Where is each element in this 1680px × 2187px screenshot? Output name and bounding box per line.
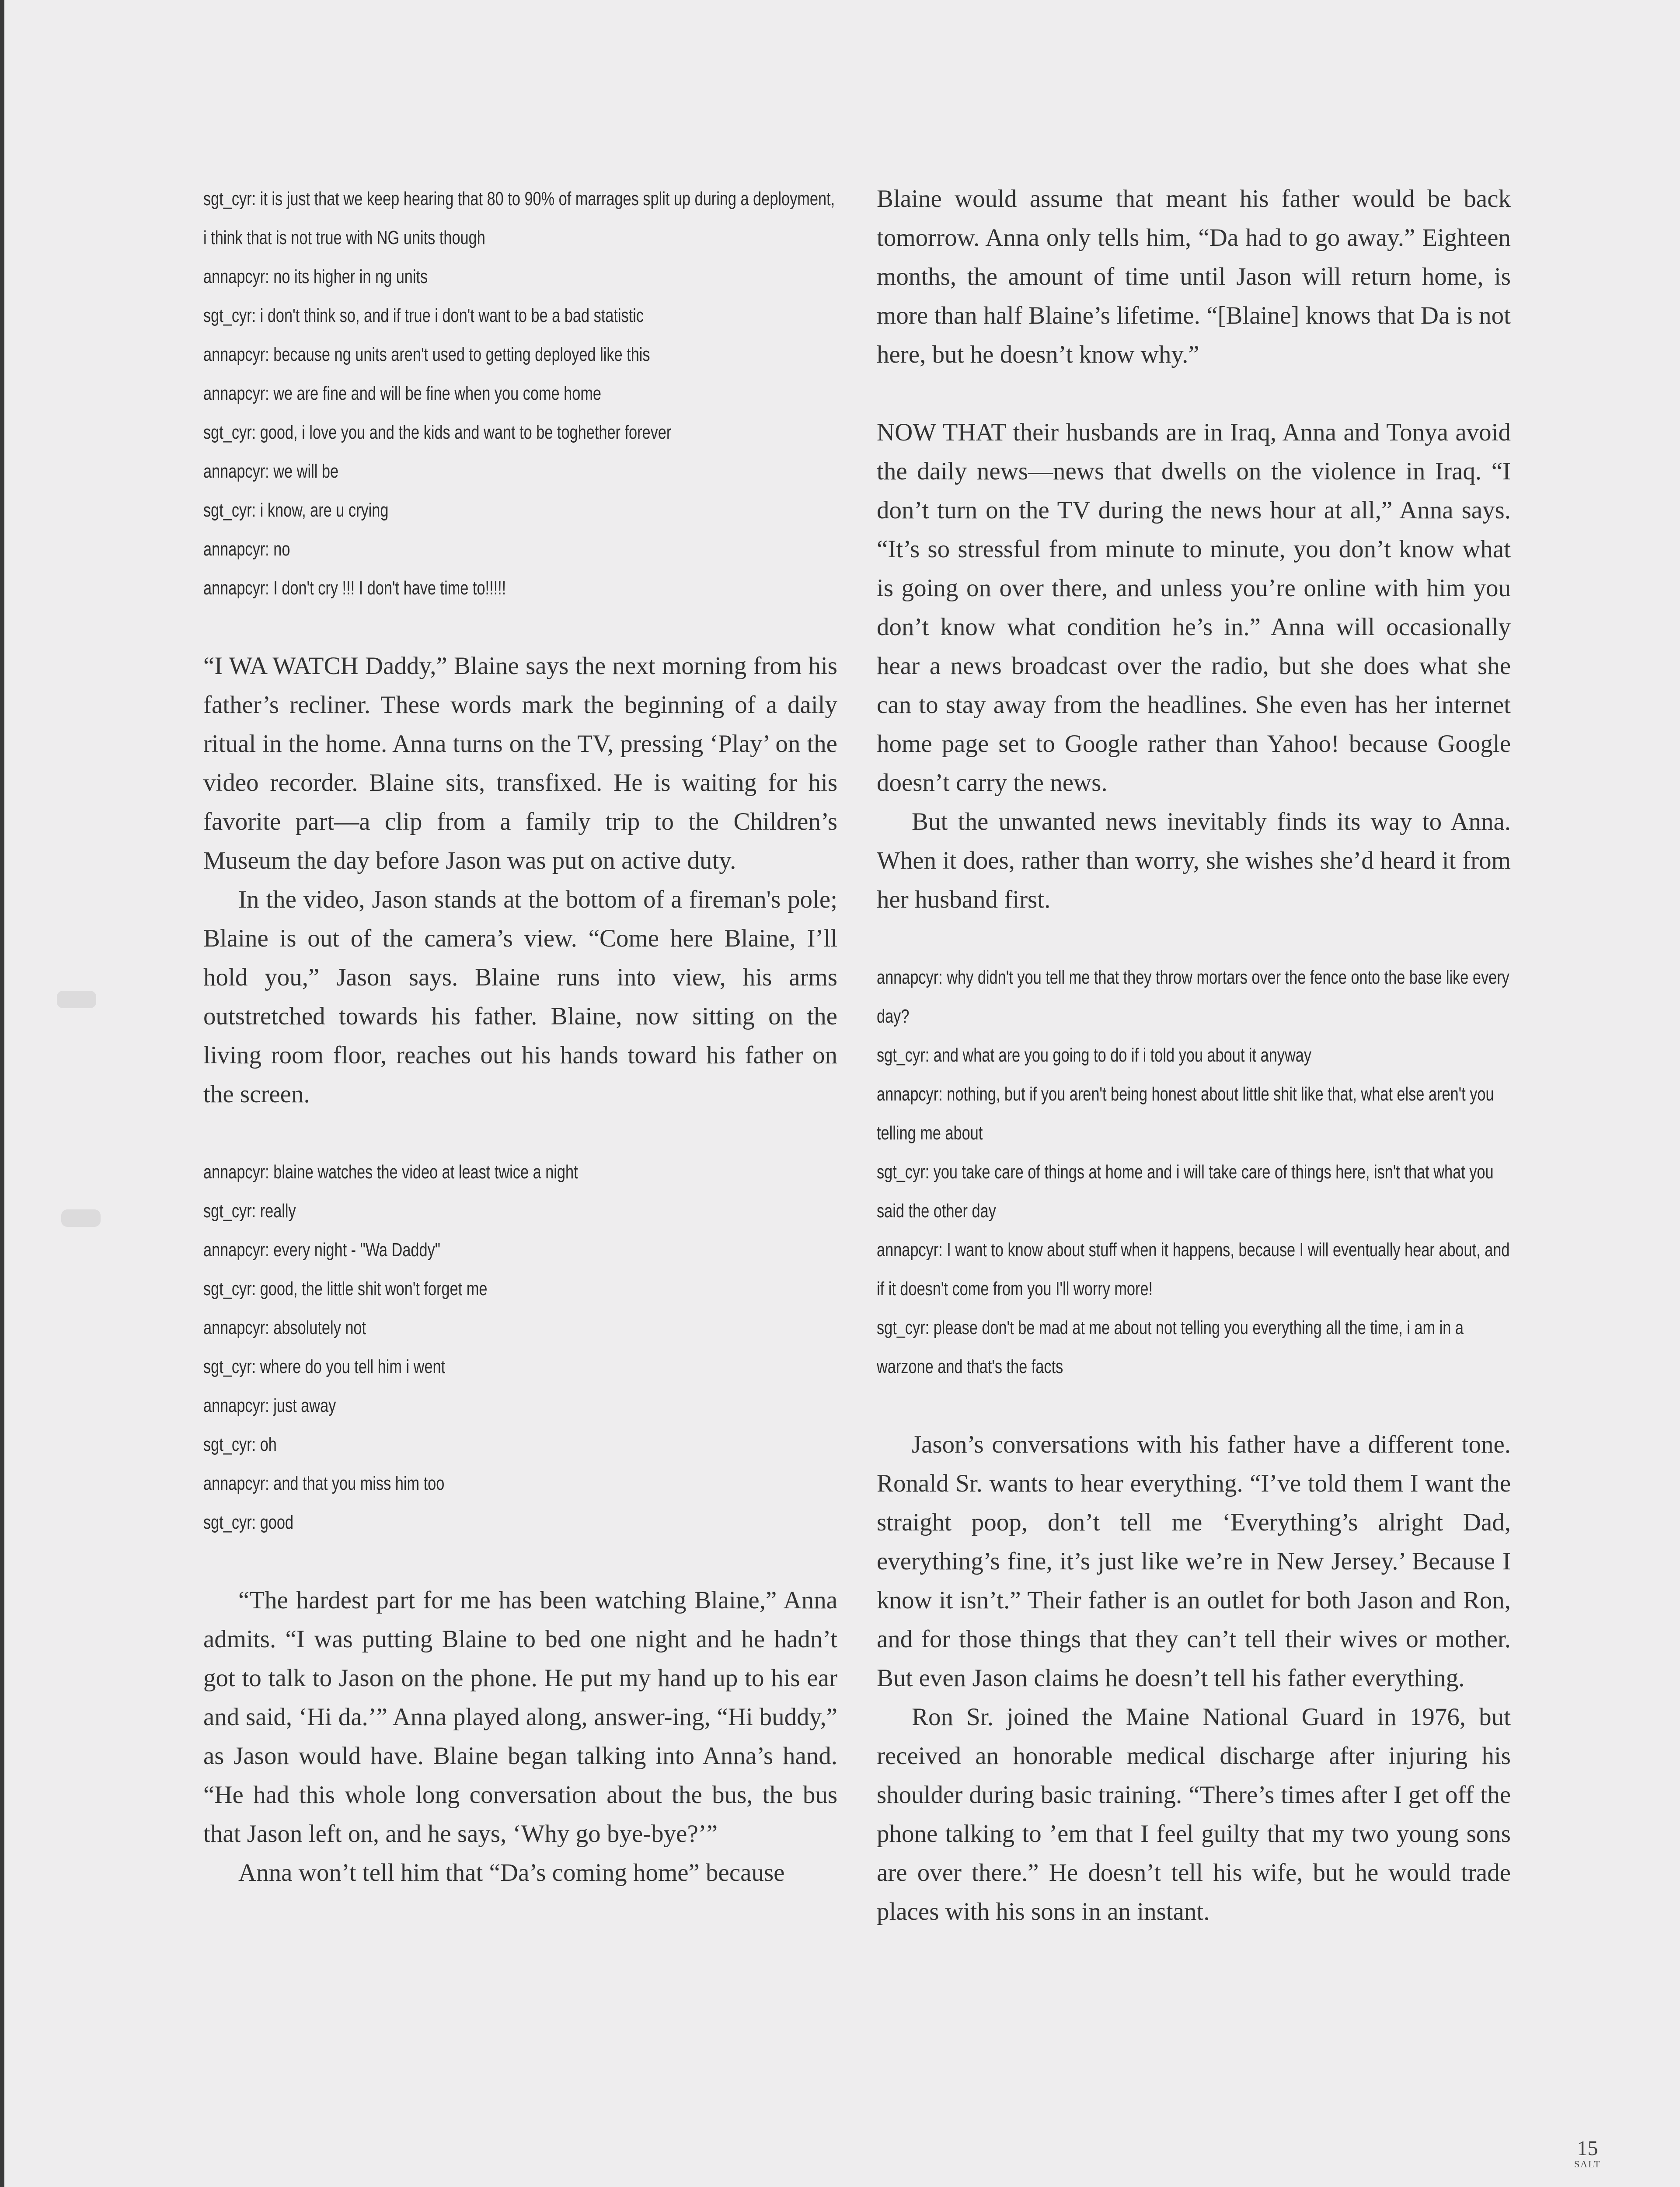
- scan-smudge: [57, 991, 96, 1008]
- chat-line: annapcyr: because ng units aren't used to getting deployed like this: [203, 344, 650, 365]
- chat-line: annapcyr: we will be: [203, 461, 339, 482]
- chat-line: annapcyr: every night - "Wa Daddy": [203, 1239, 440, 1261]
- chat-line: sgt_cyr: good: [203, 1512, 294, 1533]
- chat-line: annapcyr: nothing, but if you aren't being honest about little shit like that, what else aren't you telling me about: [877, 1083, 1494, 1144]
- chat-log-right: [877, 958, 1511, 1386]
- chat-log-top: [203, 179, 837, 608]
- magazine-name: SALT: [1574, 2159, 1601, 2170]
- article-paragraph: “The hardest part for me has been watching Blaine,” Anna admits. “I was putting Blaine to bed one night and he hadn’t got to talk to Jason on the phone. He put my hand up to his ear and said, ‘Hi da.’” Anna played along, answer-ing, “Hi buddy,” as Jason would have. Blaine began talking into Anna’s hand. “He had this whole long conversation about the bus, the bus that Jason left on, and he says, ‘Why go bye-bye?’”: [203, 1586, 837, 1848]
- chat-line: sgt_cyr: oh: [203, 1434, 277, 1455]
- chat-line: sgt_cyr: good, the little shit won't forget me: [203, 1278, 488, 1300]
- chat-line: annapcyr: and that you miss him too: [203, 1473, 445, 1494]
- page-number-block: [1574, 2138, 1601, 2170]
- article-paragraph: In the video, Jason stands at the bottom of a fireman's pole; Blaine is out of the camera’s view. “Come here Blaine, I’ll hold you,” Jason says. Blaine runs into view, his arms outstretched towards his father. Blaine, now sitting on the living room floor, reaches out his hands toward his father on the screen.: [203, 886, 837, 1108]
- left-column: [203, 179, 837, 1892]
- page-number: 15: [1577, 2137, 1598, 2160]
- chat-line: sgt_cyr: where do you tell him i went: [203, 1356, 446, 1377]
- chat-line: sgt_cyr: really: [203, 1200, 296, 1222]
- chat-line: sgt_cyr: please don't be mad at me about not telling you everything all the time, i am in a warzone and that's the facts: [877, 1317, 1464, 1377]
- chat-line: annapcyr: we are fine and will be fine when you come home: [203, 383, 602, 404]
- article-paragraph: But the unwanted news inevitably finds its way to Anna. When it does, rather than worry, she wishes she’d heard it from her husband first.: [877, 808, 1511, 913]
- chat-line: annapcyr: just away: [203, 1395, 336, 1416]
- chat-line: annapcyr: no its higher in ng units: [203, 266, 428, 287]
- chat-line: annapcyr: blaine watches the video at least twice a night: [203, 1161, 578, 1183]
- article-paragraph: “I WA WATCH Daddy,” Blaine says the next morning from his father’s recliner. These words mark the beginning of a daily ritual in the home. Anna turns on the TV, pressing ‘Play’ on the video recorder. Blaine sits, transfixed. He is waiting for his favorite part—a clip from a family trip to the Children’s Museum the day before Jason was put on active duty.: [203, 652, 837, 874]
- chat-line: annapcyr: absolutely not: [203, 1317, 366, 1338]
- chat-line: sgt_cyr: you take care of things at home and i will take care of things here, isn't that what you said the other day: [877, 1161, 1494, 1222]
- chat-line: sgt_cyr: good, i love you and the kids and want to be toghether forever: [203, 422, 672, 443]
- scan-smudge: [61, 1209, 101, 1227]
- chat-line: annapcyr: no: [203, 538, 290, 560]
- article-paragraph: Blaine would assume that meant his father would be back tomorrow. Anna only tells him, “Da had to go away.” Eighteen months, the amount of time until Jason will return home, is more than half Blaine’s lifetime. “[Blaine] knows that Da is not here, but he doesn’t know why.”: [877, 185, 1511, 368]
- page-edge-shadow: [0, 0, 4, 2187]
- article-paragraph: Jason’s conversations with his father have a different tone. Ronald Sr. wants to hear everything. “I’ve told them I want the straight poop, don’t tell me ‘Everything’s alright Dad, everything’s fine, it’s just like we’re in New Jersey.’ Because I know it isn’t.” Their father is an outlet for both Jason and Ron, and for those things that they can’t tell their wives or mother. But even Jason claims he doesn’t tell his father everything.: [877, 1431, 1511, 1692]
- article-paragraph: Anna won’t tell him that “Da’s coming home” because: [238, 1859, 785, 1887]
- article-paragraph: NOW THAT their husbands are in Iraq, Anna and Tonya avoid the daily news—news that dwells on the violence in Iraq. “I don’t turn on the TV during the news hour at all,” Anna says. “It’s so stressful from minute to minute, you don’t know what is going on over there, and unless you’re online with him you don’t know what condition he’s in.” Anna will occasionally hear a news broadcast over the radio, but she does what she can to stay away from the headlines. She even has her internet home page set to Google rather than Yahoo! because Google doesn’t carry the news.: [877, 419, 1511, 797]
- chat-line: sgt_cyr: i know, are u crying: [203, 500, 389, 521]
- chat-line: annapcyr: I want to know about stuff when it happens, because I will eventually hear about, and if it doesn't come from you I'll worry more!: [877, 1239, 1510, 1300]
- chat-line: annapcyr: why didn't you tell me that they throw mortars over the fence onto the base like every day?: [877, 967, 1509, 1027]
- chat-line: sgt_cyr: it is just that we keep hearing that 80 to 90% of marrages split up during a deployment, i think that is not true with NG units though: [203, 188, 835, 248]
- chat-line: sgt_cyr: and what are you going to do if i told you about it anyway: [877, 1045, 1311, 1066]
- article-paragraph: Ron Sr. joined the Maine National Guard in 1976, but received an honorable medical discharge after injuring his shoulder during basic training. “There’s times after I get off the phone talking to ’em that I feel guilty that my two young sons are over there.” He doesn’t tell his wife, but he would trade places with his sons in an instant.: [877, 1703, 1511, 1925]
- chat-log-middle: [203, 1153, 837, 1542]
- chat-line: annapcyr: I don't cry !!! I don't have time to!!!!!: [203, 577, 506, 599]
- chat-line: sgt_cyr: i don't think so, and if true i don't want to be a bad statistic: [203, 305, 644, 326]
- right-column: [877, 179, 1511, 1931]
